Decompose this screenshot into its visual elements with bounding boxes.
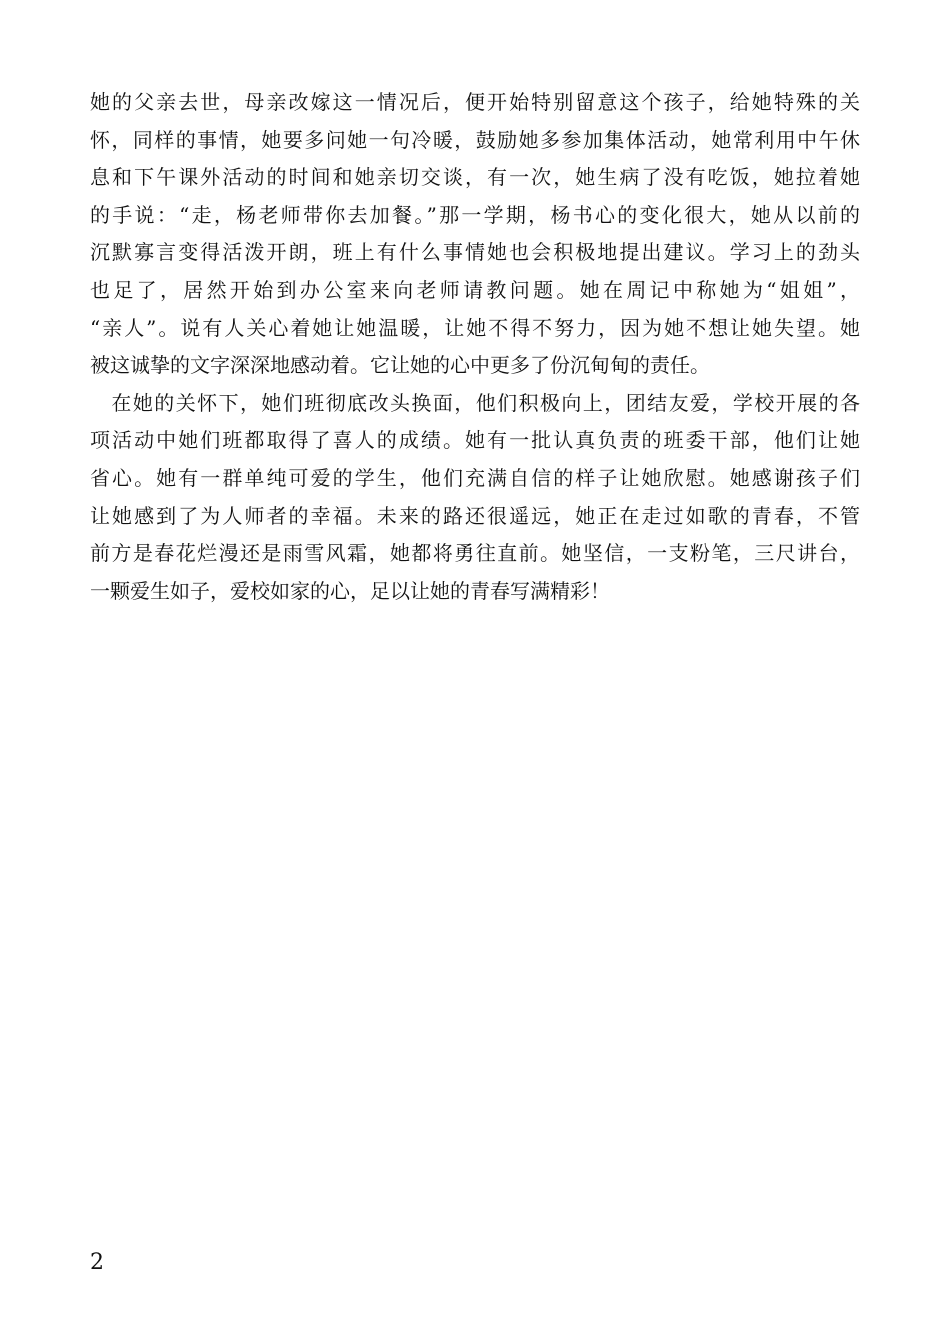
paragraph-2: [90, 385, 860, 611]
text-line: 被这诚挚的文字深深地感动着。它让她的心中更多了份沉甸甸的责任。: [90, 353, 710, 378]
text-line: 一颗爱生如子，爱校如家的心，足以让她的青春写满精彩！: [90, 578, 610, 603]
page-number: 2: [90, 1250, 104, 1275]
text-line: 也足了，居然开始到办公室来向老师请教问题。她在周记中称她为“姐姐”，: [90, 277, 860, 302]
text-line: 项活动中她们班都取得了喜人的成绩。她有一批认真负责的班委干部，他们让她: [90, 428, 860, 453]
text-line: “亲人”。说有人关心着她让她温暖，让她不得不努力，因为她不想让她失望。她: [90, 315, 860, 340]
text-line: 她的父亲去世，母亲改嫁这一情况后，便开始特别留意这个孩子，给她特殊的关: [90, 90, 860, 114]
text-line: 让她感到了为人师者的幸福。未来的路还很遥远，她正在走过如歌的青春，不管: [90, 503, 860, 528]
text-line: 前方是春花烂漫还是雨雪风霜，她都将勇往直前。她坚信，一支粉笔，三尺讲台，: [90, 541, 860, 566]
text-line: 省心。她有一群单纯可爱的学生，他们充满自信的样子让她欣慰。她感谢孩子们: [90, 465, 860, 490]
text-line: 在她的关怀下，她们班彻底改头换面，他们积极向上，团结友爱，学校开展的各: [90, 390, 860, 415]
paragraph-1: [90, 84, 860, 385]
body-text: [90, 84, 860, 610]
text-line: 怀，同样的事情，她要多问她一句冷暖，鼓励她多参加集体活动，她常利用中午休: [90, 127, 860, 152]
text-line: 息和下午课外活动的时间和她亲切交谈，有一次，她生病了没有吃饭，她拉着她: [90, 165, 860, 190]
text-line: 的手说：“走，杨老师带你去加餐。”那一学期，杨书心的变化很大，她从以前的: [90, 202, 860, 227]
text-line: 沉默寡言变得活泼开朗，班上有什么事情她也会积极地提出建议。学习上的劲头: [90, 240, 860, 265]
